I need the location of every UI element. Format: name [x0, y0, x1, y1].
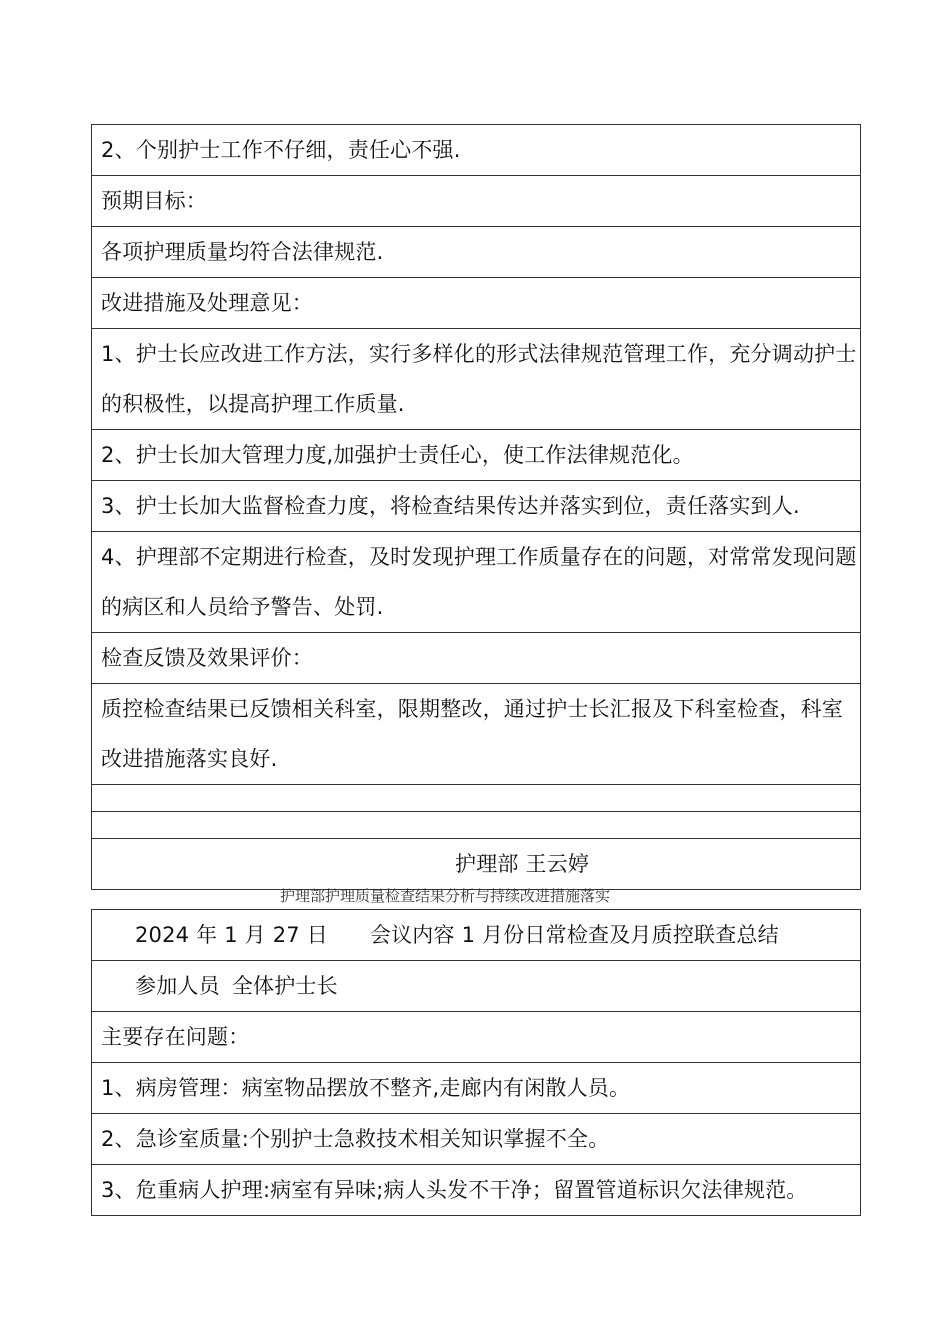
participants-value: 全体护士长 [231, 974, 338, 998]
quality-table-2 [91, 909, 861, 1216]
blank-row [92, 785, 861, 812]
quality-table-1 [91, 124, 861, 890]
table-row: 3、危重病人护理:病室有异味;病人头发不干净；留置管道标识欠法律规范。 [92, 1165, 861, 1216]
blank-row [92, 812, 861, 839]
meeting-content: 会议内容 1 月份日常检查及月质控联查总结 [369, 923, 779, 947]
signature: 护理部 王云婷 [92, 839, 861, 890]
table-row: 各项护理质量均符合法律规范. [92, 227, 861, 278]
participants-row [92, 961, 861, 1012]
table-row: 2、个别护士工作不仔细，责任心不强. [92, 125, 861, 176]
document-caption: 护理部护理质量检查结果分析与持续改进措施落实 [279, 887, 610, 905]
meeting-info-row [92, 910, 861, 961]
participants-label: 参加人员 [135, 974, 220, 998]
table-row: 2、急诊室质量:个别护士急救技术相关知识掌握不全。 [92, 1114, 861, 1165]
section-heading-problems: 主要存在问题： [92, 1012, 861, 1063]
section-heading-feedback: 检查反馈及效果评价： [92, 633, 861, 684]
section-heading-expected-goal: 预期目标： [92, 176, 861, 227]
section-heading-measures: 改进措施及处理意见： [92, 278, 861, 329]
meeting-date: 2024 年 1 月 27 日 [135, 923, 328, 947]
table-row: 4、护理部不定期进行检查，及时发现护理工作质量存在的问题，对常常发现问题的病区和人员给予警告、处罚. [92, 532, 861, 633]
table-row: 1、病房管理：病室物品摆放不整齐,走廊内有闲散人员。 [92, 1063, 861, 1114]
table-row: 2、护士长加大管理力度,加强护士责任心，使工作法律规范化。 [92, 430, 861, 481]
table-row: 质控检查结果已反馈相关科室，限期整改，通过护士长汇报及下科室检查，科室改进措施落实良好. [92, 684, 861, 785]
table-row: 3、护士长加大监督检查力度，将检查结果传达并落实到位，责任落实到人. [92, 481, 861, 532]
table-row: 1、护士长应改进工作方法，实行多样化的形式法律规范管理工作，充分调动护士的积极性，以提高护理工作质量. [92, 329, 861, 430]
